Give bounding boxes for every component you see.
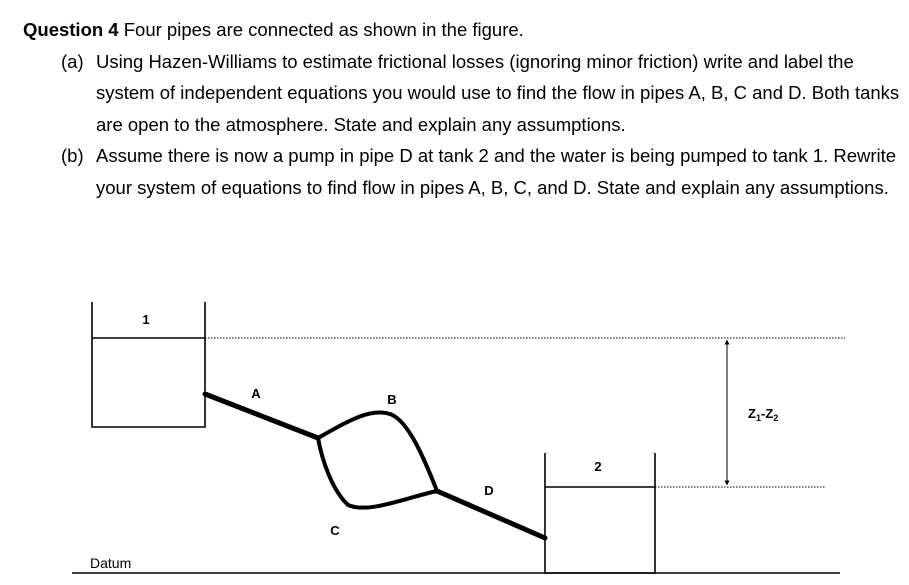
pipe-a bbox=[205, 394, 318, 438]
pipe-d bbox=[437, 491, 545, 538]
pipe-a-label: A bbox=[251, 386, 261, 401]
datum-label: Datum bbox=[90, 555, 132, 571]
part-a-label: (a) bbox=[61, 50, 84, 72]
question-number: Question 4 bbox=[23, 19, 119, 40]
pipe-b bbox=[318, 412, 437, 491]
part-b-label: (b) bbox=[61, 145, 84, 166]
tank-2-label: 2 bbox=[594, 459, 602, 474]
part-a-text: Using Hazen-Williams to estimate frictional losses (ignoring minor friction) write and label the system of independent equations you would use to find the flow in pipes A, B, C and D. Both tanks are open to the atmosphere. State and explain any assumptions. bbox=[96, 50, 900, 135]
junction-upper bbox=[315, 435, 321, 441]
pipe-c-label: C bbox=[330, 523, 340, 538]
question-intro: Four pipes are connected as shown in the figure. bbox=[118, 19, 524, 40]
tank-1-label: 1 bbox=[142, 312, 150, 327]
part-b-text: Assume there is now a pump in pipe D at tank 2 and the water is being pumped to tank 1. Rewrite your system of equations to find flow in pipes A, B, C, and D. State and explain any assumptions. bbox=[96, 145, 897, 198]
pipe-d-label: D bbox=[484, 483, 494, 498]
head-difference-label: $Z_1-Z_2$ bbox=[748, 406, 779, 423]
pipe-b-label: B bbox=[387, 392, 397, 407]
